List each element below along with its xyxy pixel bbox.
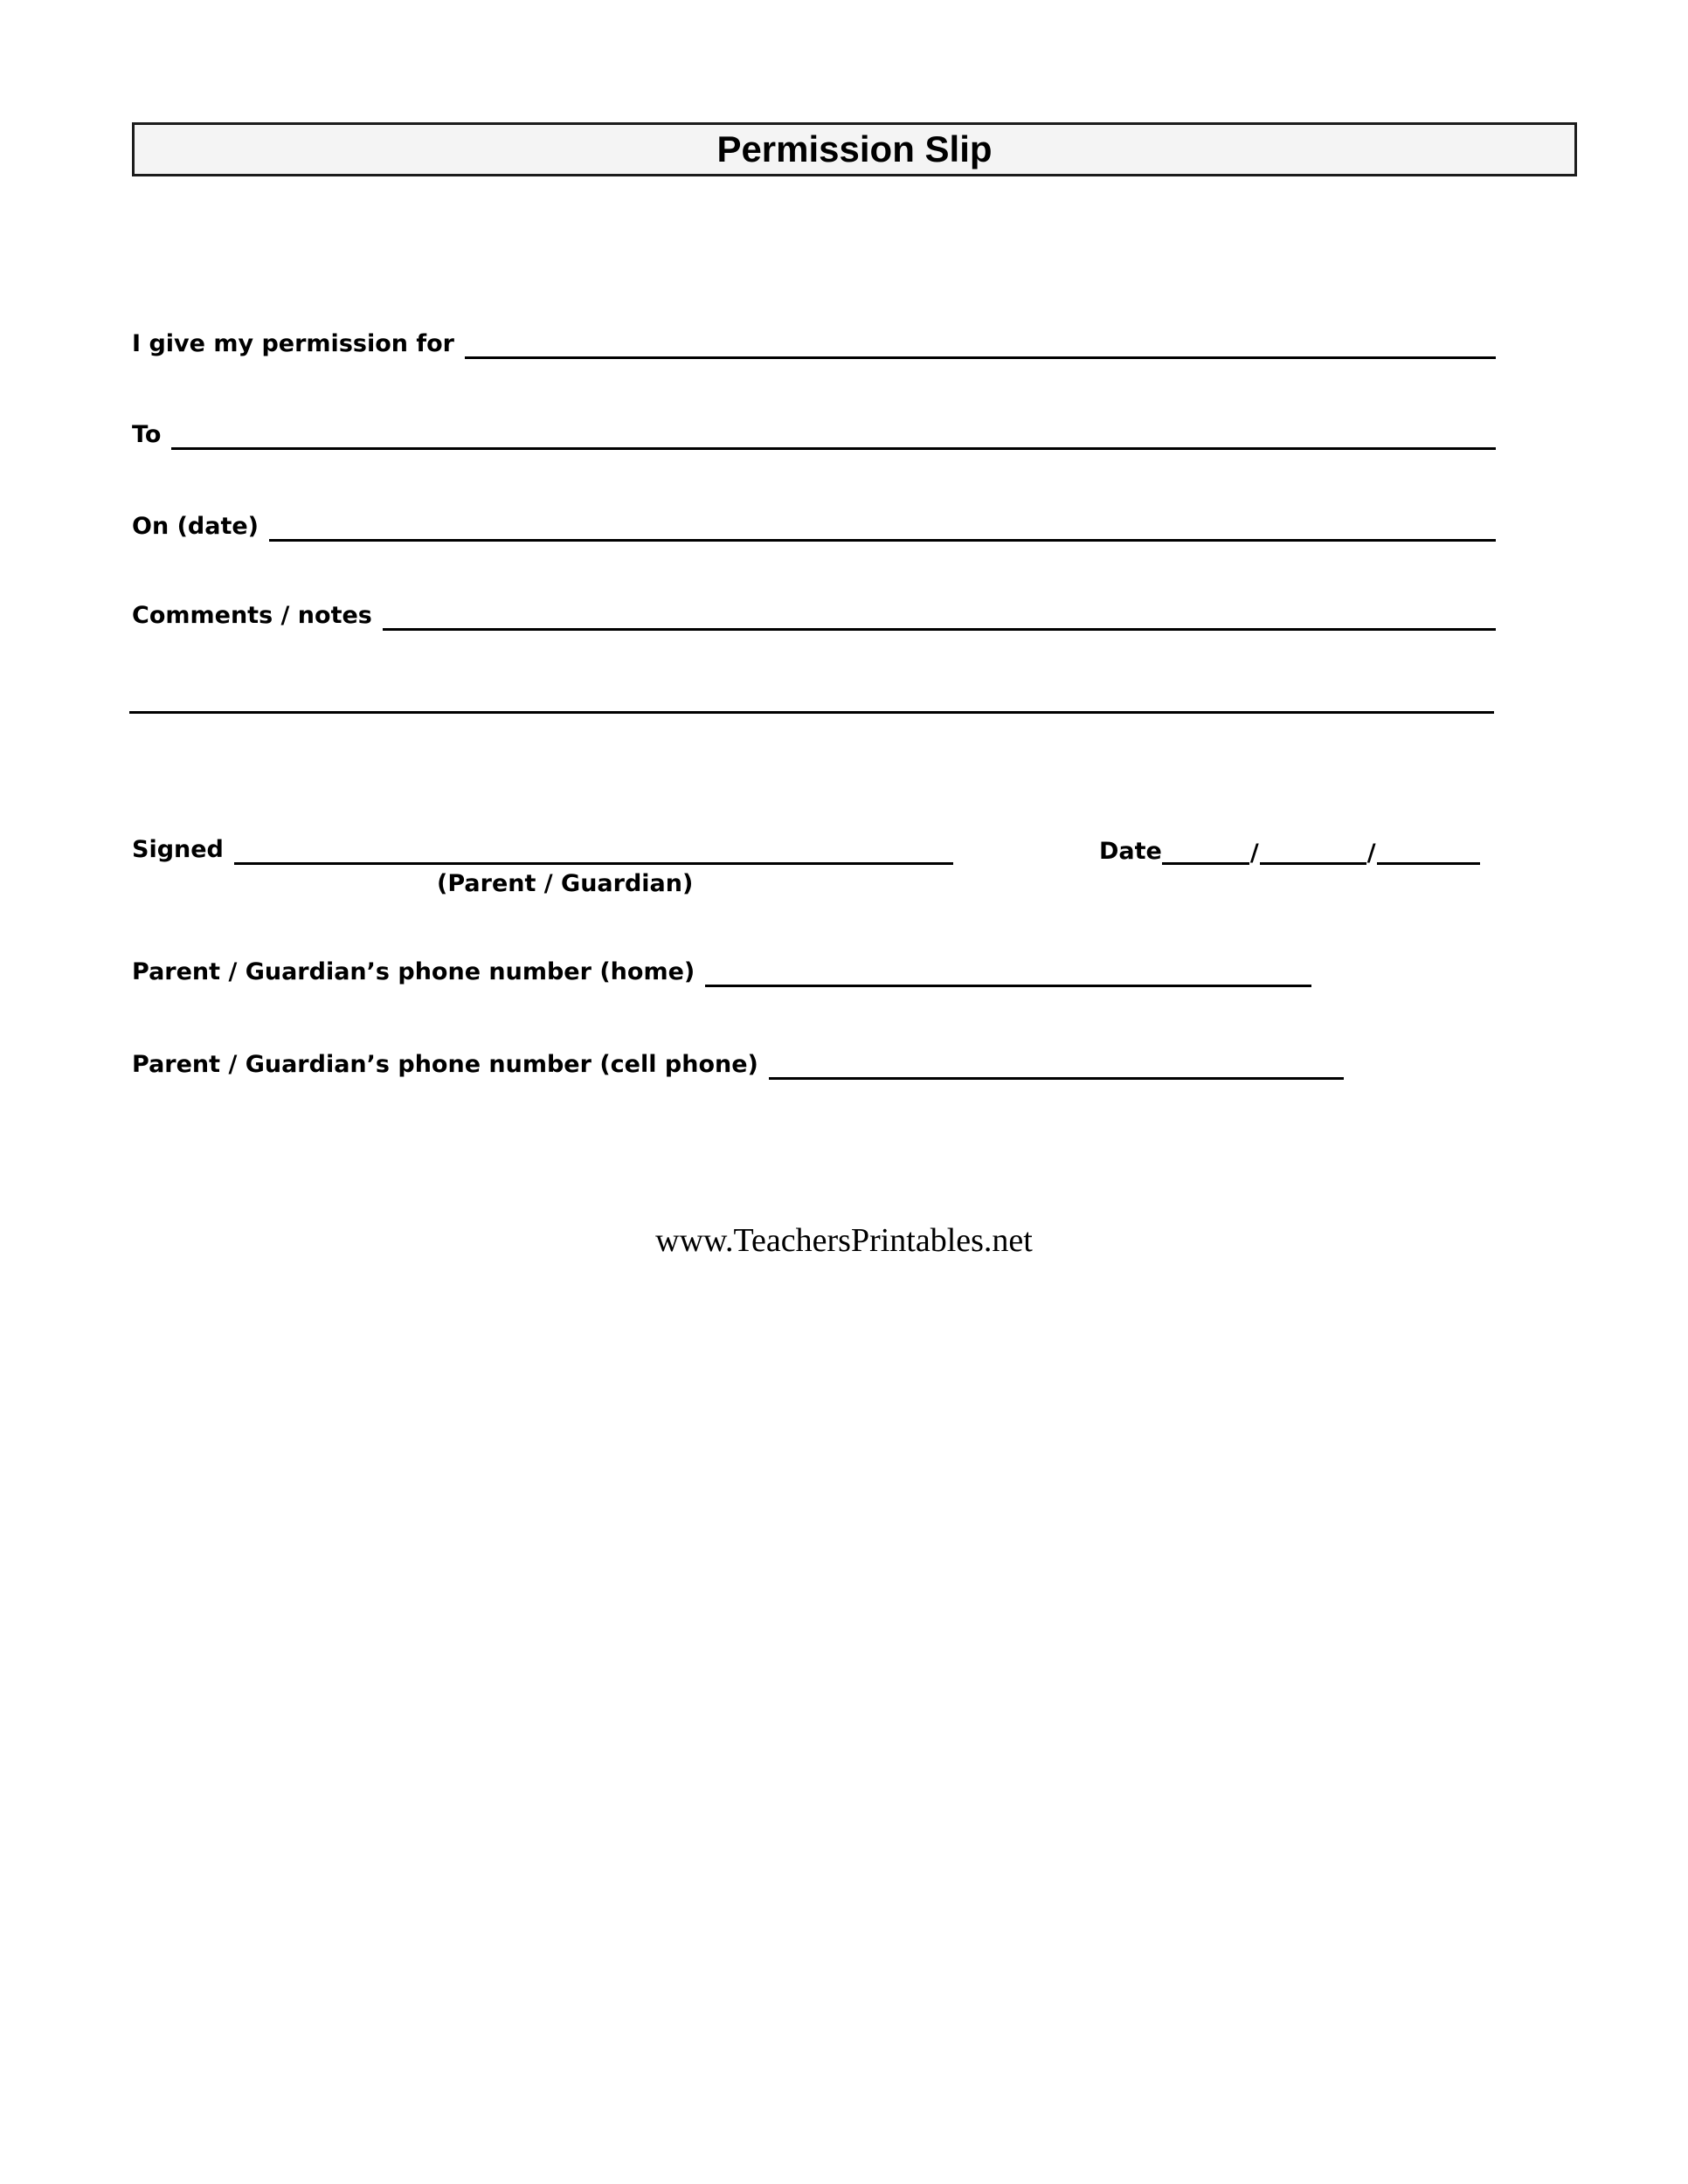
signed-field	[132, 828, 953, 865]
phone-cell-field	[132, 1043, 1344, 1080]
date-year-blank-line[interactable]	[1377, 836, 1480, 865]
on-date-field	[132, 505, 1496, 542]
comments-blank-line[interactable]	[383, 598, 1496, 631]
phone-cell-label: Parent / Guardian’s phone number (cell phone)	[132, 1051, 758, 1079]
on-date-blank-line[interactable]	[269, 509, 1496, 542]
comments-label: Comments / notes	[132, 602, 372, 630]
comments-continuation-line[interactable]	[129, 711, 1494, 714]
signed-label: Signed	[132, 836, 224, 864]
page-title: Permission Slip	[716, 128, 993, 169]
permission-for-field	[132, 322, 1496, 359]
permission-for-blank-line[interactable]	[465, 327, 1496, 359]
title-banner	[132, 122, 1577, 176]
date-slash-1: /	[1249, 840, 1259, 867]
phone-home-field	[132, 950, 1311, 987]
on-date-label: On (date)	[132, 513, 259, 541]
date-month-blank-line[interactable]	[1162, 836, 1249, 865]
to-field	[132, 413, 1496, 450]
to-label: To	[132, 421, 162, 449]
permission-for-label: I give my permission for	[132, 330, 454, 358]
signed-blank-line[interactable]	[234, 833, 953, 865]
comments-field	[132, 594, 1496, 631]
phone-home-blank-line[interactable]	[705, 955, 1311, 987]
phone-cell-blank-line[interactable]	[769, 1047, 1344, 1080]
date-slash-2: /	[1366, 840, 1376, 867]
date-day-blank-line[interactable]	[1260, 836, 1366, 865]
date-field	[1099, 828, 1480, 865]
parent-guardian-sublabel: (Parent / Guardian)	[437, 870, 694, 897]
phone-home-label: Parent / Guardian’s phone number (home)	[132, 958, 695, 986]
to-blank-line[interactable]	[171, 418, 1496, 450]
date-label: Date	[1099, 838, 1162, 865]
footer-url[interactable]: www.TeachersPrintables.net	[655, 1222, 1033, 1259]
